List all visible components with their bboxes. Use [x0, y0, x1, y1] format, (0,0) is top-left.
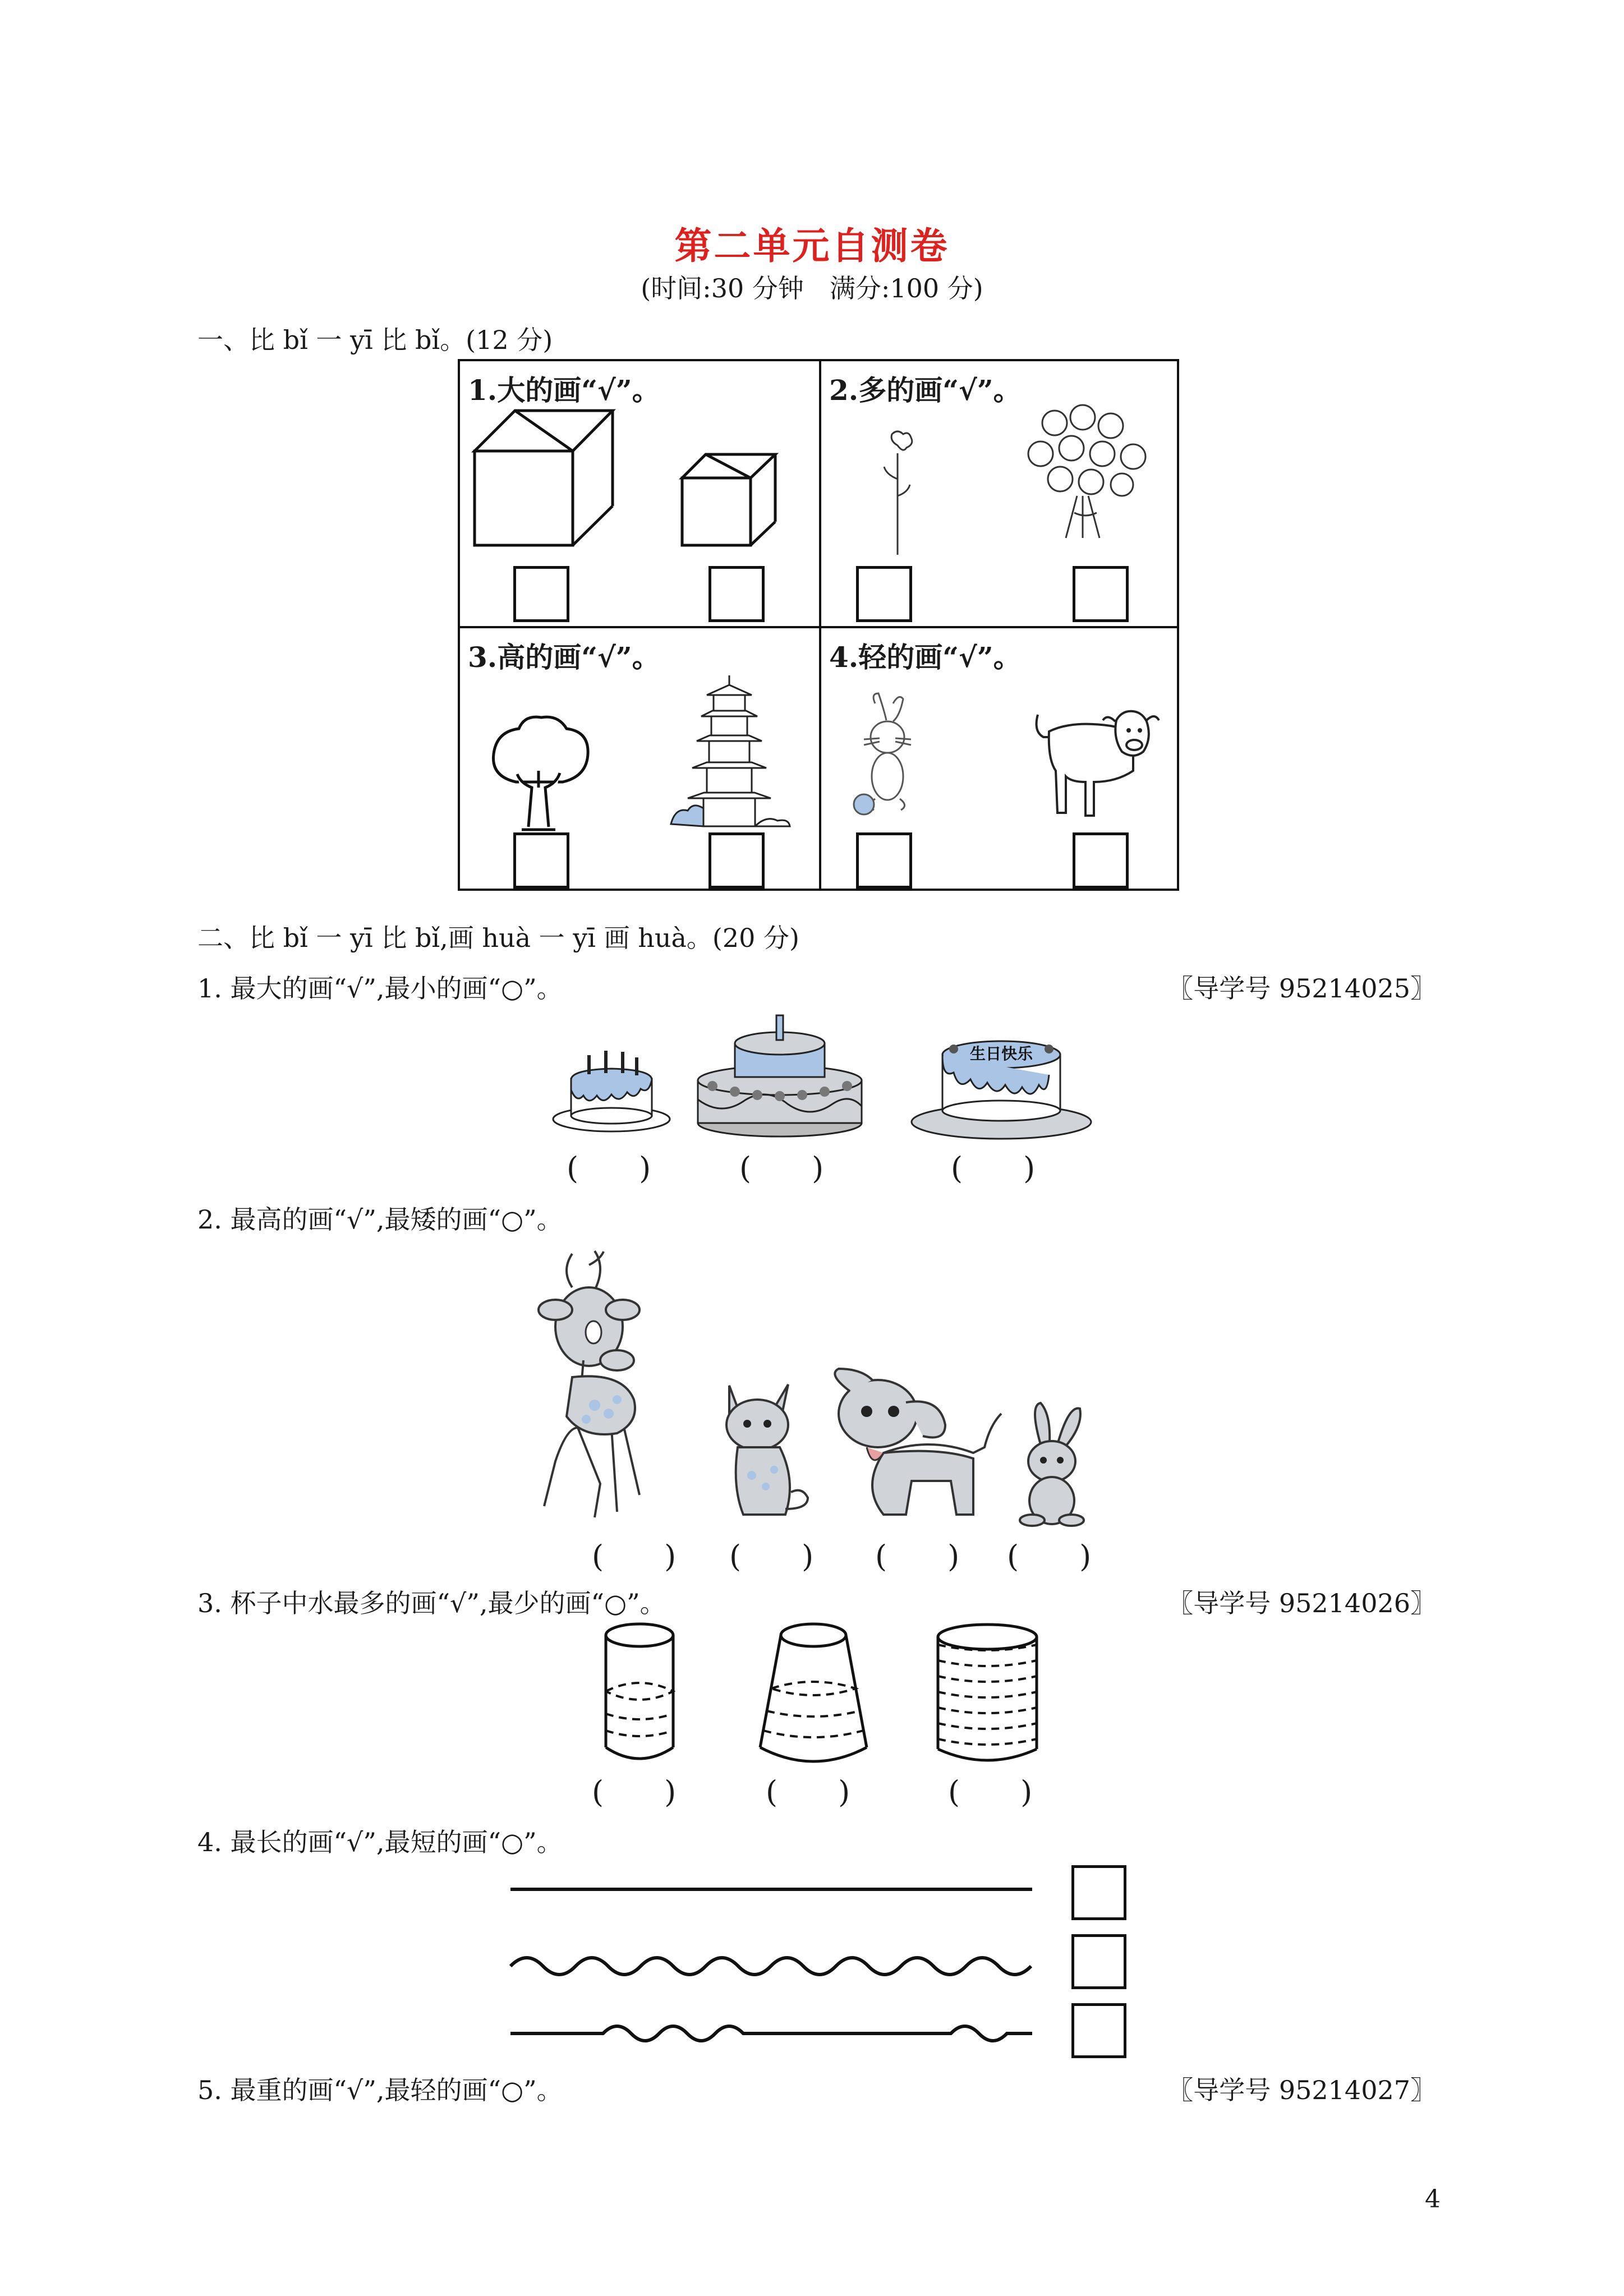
grid-divider-vertical	[819, 361, 821, 889]
page-subtitle: (时间:30 分钟 满分:100 分)	[641, 273, 983, 303]
answer-box-mixed-line[interactable]	[1071, 2003, 1126, 2058]
pagoda-image	[668, 673, 797, 832]
section1-heading: 一、比 bǐ 一 yī 比 bǐ。(12 分)	[197, 325, 553, 355]
cell3-label: 3.高的画“√”。	[468, 641, 660, 674]
deer-image	[533, 1248, 679, 1529]
q1-blank-2[interactable]: ( )	[739, 1151, 824, 1186]
q2-blank-4[interactable]: ( )	[1007, 1539, 1092, 1574]
q2-blank-3[interactable]: ( )	[875, 1539, 960, 1574]
answer-box-straight-line[interactable]	[1071, 1865, 1126, 1920]
q2-blank-2[interactable]: ( )	[729, 1539, 814, 1574]
question-4: 4. 最长的画“√”,最短的画“○”。	[197, 1827, 563, 1857]
rabbit-image	[853, 692, 931, 821]
question-1-ref: 〖导学号 95214025〗	[1167, 973, 1436, 1004]
wavy-line	[510, 1958, 1031, 1975]
answer-box-rabbit[interactable]	[856, 832, 912, 889]
rabbit-small-image	[1010, 1400, 1094, 1529]
large-cube-image	[470, 406, 638, 552]
q3-blank-3[interactable]: ( )	[948, 1774, 1033, 1810]
flower-bouquet-image	[1021, 401, 1156, 541]
cup-3-image	[931, 1621, 1043, 1770]
comparison-grid	[458, 359, 1179, 891]
question-5-ref: 〖导学号 95214027〗	[1167, 2075, 1436, 2105]
mixed-line	[510, 2026, 1032, 2041]
small-cube-image	[679, 451, 791, 552]
page-title: 第二单元自测卷	[674, 224, 950, 268]
answer-box-tree[interactable]	[513, 832, 569, 889]
medium-cake-image	[909, 1021, 1094, 1144]
q1-blank-1[interactable]: ( )	[567, 1151, 651, 1186]
section2-heading: 二、比 bǐ 一 yī 比 bǐ,画 huà 一 yī 画 huà。(20 分)	[197, 923, 799, 953]
question-1: 1. 最大的画“√”,最小的画“○”。	[197, 973, 563, 1004]
cow-image	[1032, 709, 1161, 821]
question-2: 2. 最高的画“√”,最矮的画“○”。	[197, 1204, 563, 1235]
answer-box-flower-bouquet[interactable]	[1073, 566, 1129, 622]
cell4-label: 4.轻的画“√”。	[829, 641, 1022, 674]
cake-text: 生日快乐	[969, 1045, 1033, 1063]
question-3: 3. 杯子中水最多的画“√”,最少的画“○”。	[197, 1588, 666, 1618]
cat-image	[712, 1374, 813, 1526]
cup-1-image	[597, 1621, 682, 1767]
answer-box-pagoda[interactable]	[709, 832, 765, 889]
small-cake-image	[550, 1007, 673, 1142]
grid-divider-horizontal	[460, 626, 1177, 628]
tree-image	[488, 715, 589, 832]
question-5: 5. 最重的画“√”,最轻的画“○”。	[197, 2075, 563, 2105]
q3-blank-2[interactable]: ( )	[766, 1774, 850, 1810]
answer-box-large-cube[interactable]	[513, 566, 569, 622]
answer-box-cow[interactable]	[1073, 832, 1129, 889]
q2-blank-1[interactable]: ( )	[592, 1539, 677, 1574]
answer-box-single-flower[interactable]	[856, 566, 912, 622]
answer-box-wavy-line[interactable]	[1071, 1934, 1126, 1989]
single-flower-image	[875, 429, 920, 558]
q1-blank-3[interactable]: ( )	[951, 1151, 1036, 1186]
page-number: 4	[1425, 2185, 1441, 2214]
q3-blank-1[interactable]: ( )	[592, 1774, 677, 1810]
cell1-label: 1.大的画“√”。	[468, 374, 660, 407]
lines-image	[508, 1851, 1035, 2053]
cell2-label: 2.多的画“√”。	[829, 374, 1022, 407]
cup-2-image	[755, 1621, 872, 1767]
question-3-ref: 〖导学号 95214026〗	[1167, 1588, 1436, 1618]
dog-image	[827, 1369, 996, 1526]
large-cake-image	[696, 1004, 864, 1144]
answer-box-small-cube[interactable]	[709, 566, 765, 622]
